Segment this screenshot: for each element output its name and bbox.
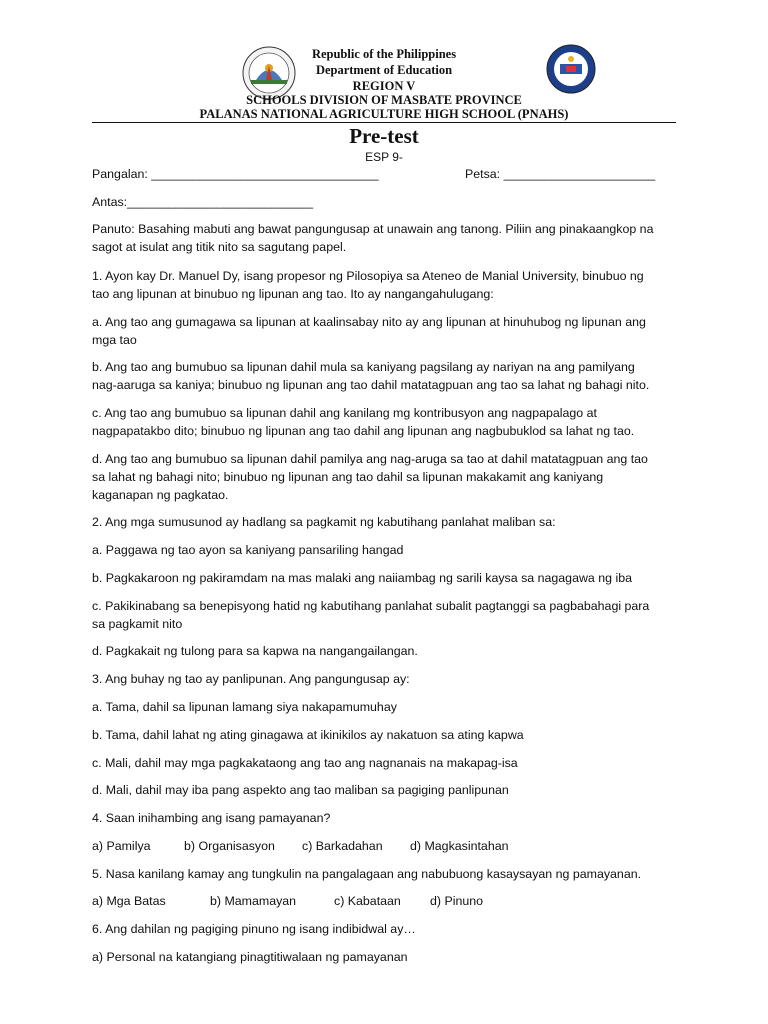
text-line: 2. Ang mga sumusunod ay hadlang sa pagkamit ng kabutihang panlahat maliban sa: xyxy=(92,515,556,529)
header-divider xyxy=(92,122,676,123)
text-line: 1. Ayon kay Dr. Manuel Dy, isang propesor ng Pilosopiya sa Ateneo de Manial University, binubuo ng xyxy=(92,269,644,283)
text-line: sa lahat ng bahagi nito; binubuo ng lipunan ang tao dahil sa lipunan makakamit ang kaniyang xyxy=(92,470,604,484)
q4-option: d) Magkasintahan xyxy=(410,839,509,853)
text-line: d. Mali, dahil may iba pang aspekto ang tao maliban sa pagiging panlipunan xyxy=(92,783,509,797)
header-region: REGION V xyxy=(352,79,416,93)
text-line: d. Pagkakait ng tulong para sa kapwa na nangangailangan. xyxy=(92,644,418,658)
instructions-line: Panuto: Basahing mabuti ang bawat pangungusap at unawain ang tanong. Piliin ang pinakaangkop na xyxy=(92,222,654,236)
header-division: SCHOOLS DIVISION OF MASBATE PROVINCE xyxy=(246,93,522,107)
q4-option: b) Organisasyon xyxy=(184,839,275,853)
instructions-line: sagot at isulat ang titik nito sa sagutang papel. xyxy=(92,240,347,254)
q5-option: a) Mga Batas xyxy=(92,894,166,908)
text-line: tao ang lipunan at binubuo ng lipunan ang tao. Ito ay nangangahulugang: xyxy=(92,287,494,301)
page-title: Pre-test xyxy=(349,124,419,148)
text-line: c. Ang tao ang bumubuo sa lipunan dahil ang kanilang mg kontribusyon ang nagpapalago at xyxy=(92,406,597,420)
text-line: a. Ang tao ang gumagawa sa lipunan at kaalinsabay nito ay ang lipunan at hinuhubog ng lipunan ang xyxy=(92,315,646,329)
text-line: a. Paggawa ng tao ayon sa kaniyang pansariling hangad xyxy=(92,543,404,557)
text-line: b. Tama, dahil lahat ng ating ginagawa at ikinikilos ay nakatuon sa ating kapwa xyxy=(92,728,524,742)
header-department: Department of Education xyxy=(315,63,453,77)
text-line: d. Ang tao ang bumubuo sa lipunan dahil pamilya ang nag-aruga sa tao at dahil matatagpuan ang tao xyxy=(92,452,648,466)
text-line: 5. Nasa kanilang kamay ang tungkulin na pangalagaan ang nabubuong kasaysayan ng pamayanan. xyxy=(92,867,642,881)
subject-label: ESP 9- xyxy=(365,150,403,164)
text-line: 6. Ang dahilan ng pagiging pinuno ng isang indibidwal ay… xyxy=(92,922,416,936)
text-line: nag-aaruga sa kaniya; binubuo ng lipunan ang tao dahil matatagpuan ang tao sa lahat ng bahagi nito. xyxy=(92,378,650,392)
q5-option: d) Pinuno xyxy=(430,894,484,908)
q4-option: c) Barkadahan xyxy=(302,839,383,853)
school-header xyxy=(92,44,676,124)
text-line: mga tao xyxy=(92,333,137,347)
q5-option: b) Mamamayan xyxy=(210,894,297,908)
header-republic: Republic of the Philippines xyxy=(311,47,457,61)
text-line: kaganapan ng pagkatao. xyxy=(92,488,229,502)
text-line: a) Personal na katangiang pinagtitiwalaan ng pamayanan xyxy=(92,950,408,964)
q4-option: a) Pamilya xyxy=(92,839,151,853)
text-line: 4. Saan inihambing ang isang pamayanan? xyxy=(92,811,331,825)
date-field[interactable]: Petsa: ______________________ xyxy=(465,167,656,181)
level-field[interactable]: Antas:___________________________ xyxy=(92,195,314,209)
text-line: c. Mali, dahil may mga pagkakataong ang tao ang nagnanais na makapag-isa xyxy=(92,756,518,770)
text-line: b. Pagkakaroon ng pakiramdam na mas malaki ang naiiambag ng sarili kaysa sa nagagawa ng iba xyxy=(92,571,632,585)
text-line: b. Ang tao ang bumubuo sa lipunan dahil mula sa kaniyang pagsilang ay nariyan na ang pamilyang xyxy=(92,360,635,374)
text-line: 3. Ang buhay ng tao ay panlipunan. Ang pangungusap ay: xyxy=(92,672,410,686)
name-field[interactable]: Pangalan: _________________________________ xyxy=(92,167,379,181)
text-line: a. Tama, dahil sa lipunan lamang siya nakapamumuhay xyxy=(92,700,397,714)
text-line: sa pagkamit nito xyxy=(92,617,183,631)
text-line: nagpapatakbo dito; binubuo ng lipunan ang tao dahil ang lipunan ang nagbubuklod sa lahat ng tao. xyxy=(92,424,635,438)
text-line: c. Pakikinabang sa benepisyong hatid ng kabutihang panlahat subalit pagtanggi sa pagbabahagi para xyxy=(92,599,650,613)
header-school-name: PALANAS NATIONAL AGRICULTURE HIGH SCHOOL (PNAHS) xyxy=(199,107,569,121)
q5-option: c) Kabataan xyxy=(334,894,401,908)
